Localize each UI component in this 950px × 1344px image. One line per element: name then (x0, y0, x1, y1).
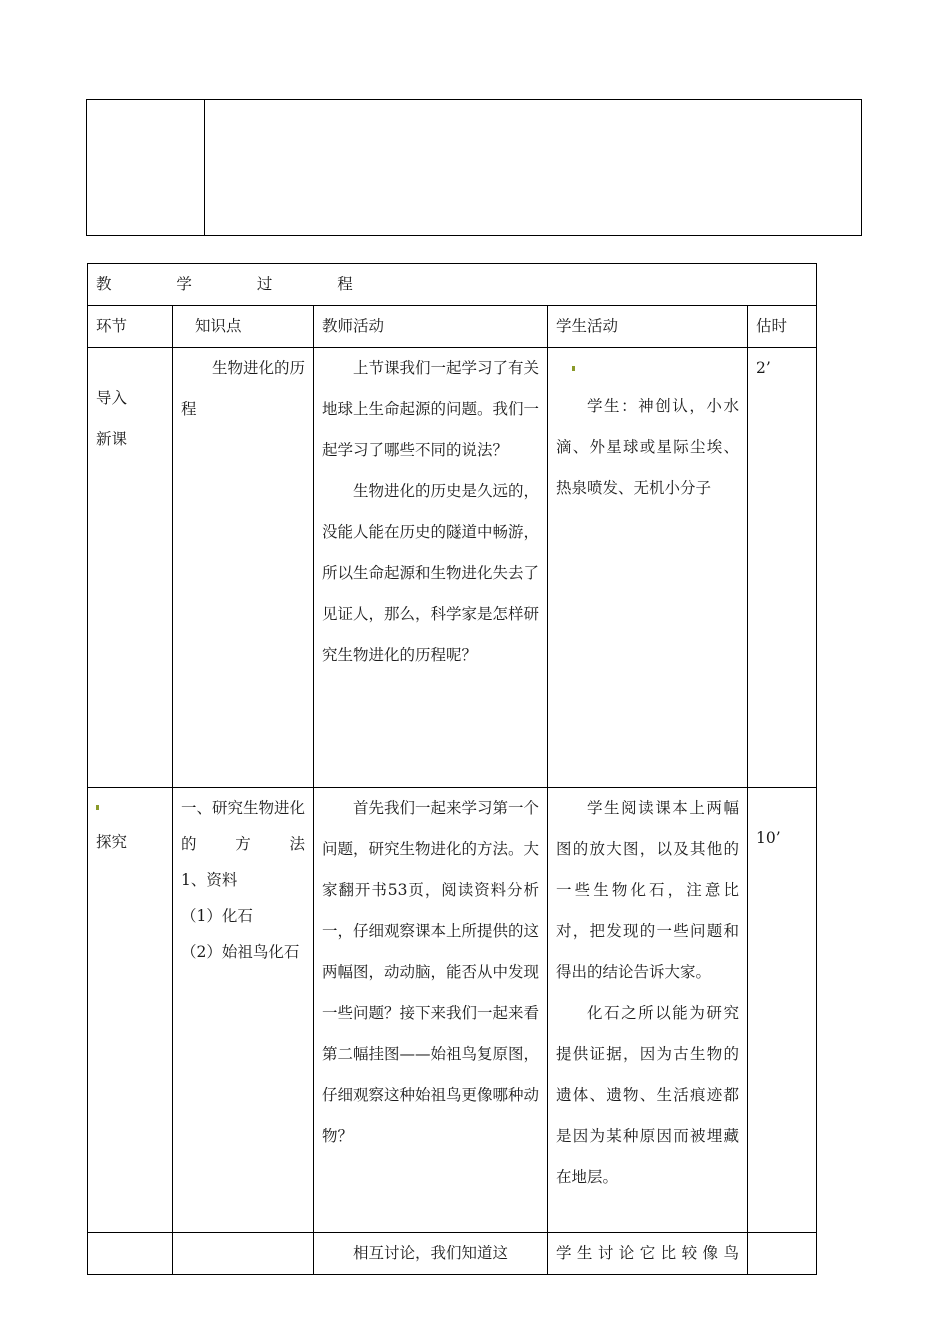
top-table-divider (204, 100, 205, 235)
time-value: 2’ (756, 359, 771, 377)
table-row (88, 788, 817, 1233)
segment-cell (88, 788, 173, 1233)
table-header-row (88, 306, 817, 348)
teaching-process-table (87, 263, 817, 1275)
teacher-cell (314, 348, 548, 788)
knowledge-text: 生物进化的历程 (181, 359, 306, 418)
student-cell (548, 1233, 748, 1275)
teacher-cell (314, 1233, 548, 1275)
knowledge-cell (173, 348, 314, 788)
knowledge-line: （1）化石 (181, 907, 253, 925)
segment-label: 导入 新课 (96, 389, 128, 448)
segment-cell (88, 348, 173, 788)
header-teacher: 教师活动 (314, 306, 548, 348)
time-cell (748, 788, 817, 1233)
time-cell (748, 348, 817, 788)
table-row (88, 348, 817, 788)
student-paragraph: 化石之所以能为研究提供证据，因为古生物的遗体、遗物、生活痕迹都是因为某种原因而被埋藏在地层。 (556, 1004, 739, 1186)
header-student: 学生活动 (548, 306, 748, 348)
header-segment: 环节 (88, 306, 173, 348)
knowledge-cell (173, 1233, 314, 1275)
table-title-row (88, 264, 817, 306)
knowledge-line: 一、研究生物进化的方法 (181, 799, 306, 853)
time-cell (748, 1233, 817, 1275)
student-paragraph: 学生阅读课本上两幅图的放大图，以及其他的一些生物化石，注意比对，把发现的一些问题和得出的结论告诉大家。 (556, 799, 739, 981)
table-row (88, 1233, 817, 1275)
mark-dot (572, 366, 575, 371)
mark-line (96, 788, 164, 824)
mark-dot (96, 805, 99, 810)
student-paragraph: 学生讨论它比较像鸟 (556, 1244, 739, 1262)
top-table-box (86, 99, 862, 236)
teacher-paragraph: 首先我们一起来学习第一个问题，研究生物进化的方法。大家翻开书53页，阅读资料分析一，仔细观察课本上所提供的这两幅图，动动脑，能否从中发现一些问题？接下来我们一起来看第二幅挂图——始祖鸟复原图，仔细观察这种始祖鸟更像哪种动物？ (322, 799, 540, 1145)
student-cell (548, 348, 748, 788)
teacher-cell (314, 788, 548, 1233)
table-title: 教 学 过 程 (88, 264, 817, 306)
student-paragraph: 学生：神创认，小水滴、外星球或星际尘埃、热泉喷发、无机小分子 (556, 397, 739, 497)
time-value: 10’ (756, 829, 781, 847)
knowledge-line: 1、资料 (181, 871, 238, 889)
teacher-paragraph: 相互讨论，我们知道这 (353, 1244, 509, 1262)
teacher-paragraph: 上节课我们一起学习了有关地球上生命起源的问题。我们一起学习了哪些不同的说法？ (322, 359, 540, 459)
segment-label: 探究 (96, 833, 128, 851)
student-cell (548, 788, 748, 1233)
knowledge-cell (173, 788, 314, 1233)
header-time: 估时 (748, 306, 817, 348)
header-knowledge: 知识点 (173, 306, 314, 348)
segment-cell (88, 1233, 173, 1275)
teacher-paragraph: 生物进化的历史是久远的，没能人能在历史的隧道中畅游，所以生命起源和生物进化失去了见证人，那么，科学家是怎样研究生物进化的历程呢？ (322, 482, 540, 664)
knowledge-line: （2）始祖鸟化石 (181, 943, 300, 961)
mark-line (556, 348, 739, 386)
